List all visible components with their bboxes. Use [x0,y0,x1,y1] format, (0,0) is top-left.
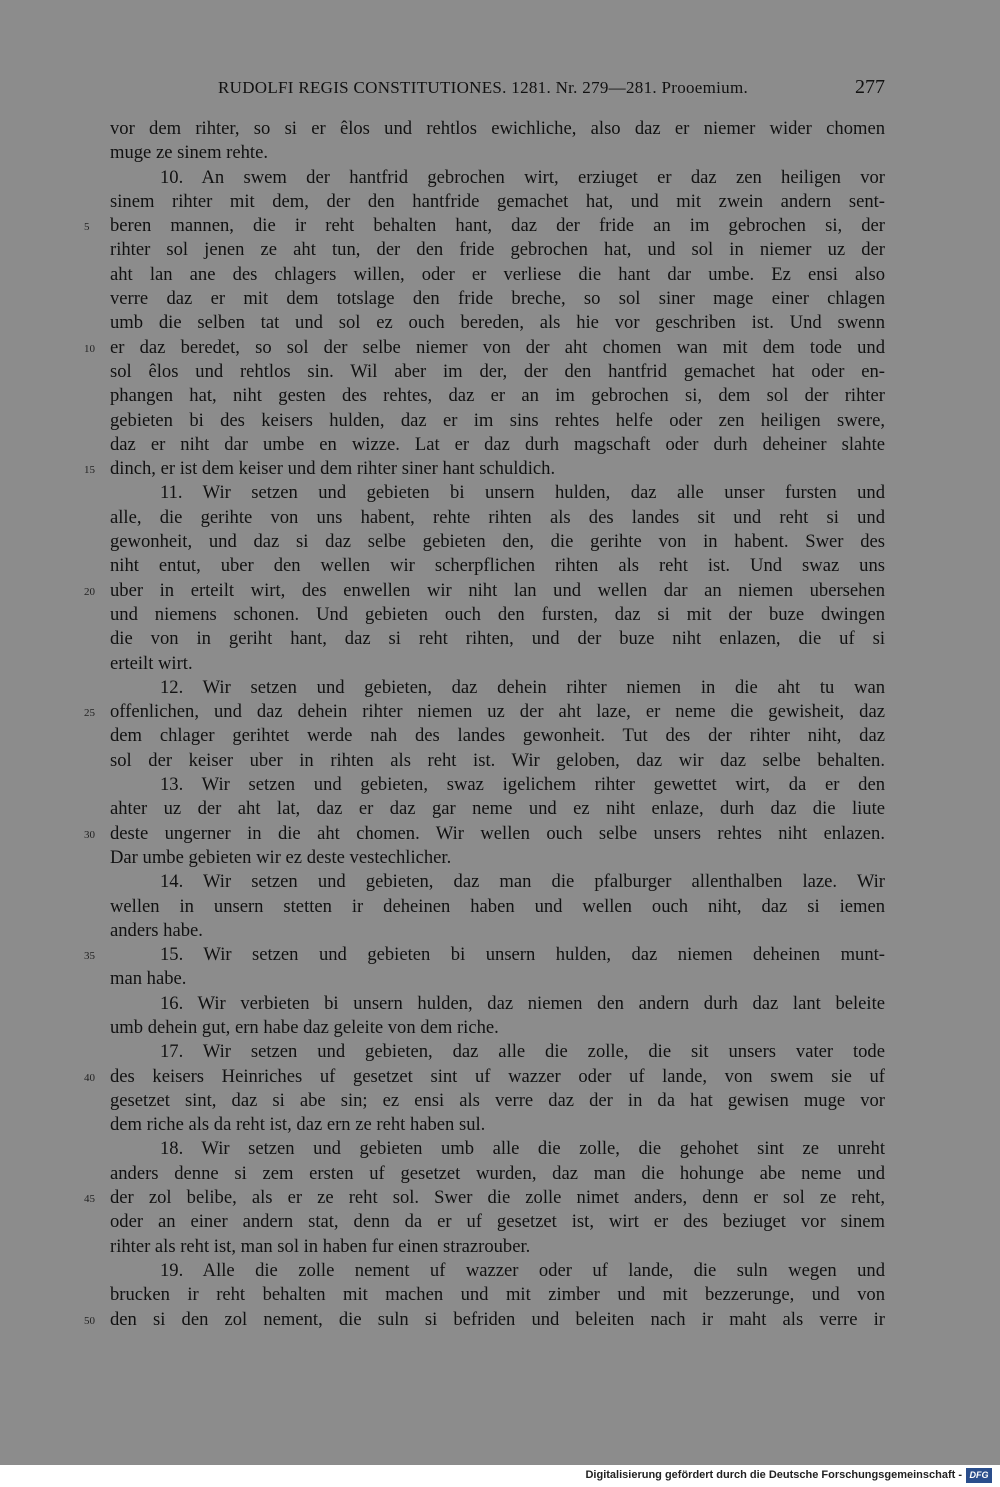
text-line [0,311,1000,335]
line-text: sinem rihter mit dem, der den hantfride gemachet hat, und mit zwein andern sent- [110,190,885,212]
line-text: uber in erteilt wirt, des enwellen wir niht lan und wellen dar an niemen ubersehen [110,579,885,601]
text-line [0,1040,1000,1064]
text-line [0,652,1000,676]
line-text: und niemens schonen. Und gebieten ouch den fursten, daz si mit der buze dwingen [110,603,885,625]
text-line [0,627,1000,651]
dfg-logo: DFG [966,1468,992,1483]
line-text: aht lan ane des chlagers willen, oder er verliese die hant dar umbe. Ez ensi also [110,263,885,285]
text-line [0,1113,1000,1137]
line-number: 45 [84,1193,95,1206]
text-line [0,1259,1000,1283]
line-text: dem riche als da reht ist, daz ern ze reht haben sul. [110,1114,486,1136]
text-line [0,481,1000,505]
line-text: 16. Wir verbieten bi unsern hulden, daz niemen den andern durh daz lant beleite [160,992,885,1014]
text-line [0,336,1000,360]
text-line [0,1283,1000,1307]
text-line [0,263,1000,287]
text-line [0,117,1000,141]
line-text: man habe. [110,968,187,990]
line-text: muge ze sinem rehte. [110,142,268,164]
line-text: brucken ir reht behalten mit machen und mit zimber und mit bezzerunge, und von [110,1284,885,1306]
line-text: alle, die gerihte von uns habent, rehte rihten als des landes sit und reht si und [110,506,885,528]
line-text: 14. Wir setzen und gebieten, daz man die pfalburger allenthalben laze. Wir [160,871,885,893]
line-text: 17. Wir setzen und gebieten, daz alle die zolle, die sit unsers vater tode [160,1041,885,1063]
funding-credit: Digitalisierung gefördert durch die Deutsche Forschungsgemeinschaft - [585,1469,962,1481]
text-line [0,943,1000,967]
line-text: deste ungerner in die aht chomen. Wir wellen ouch selbe unsers rehtes niht enlazen. [110,822,885,844]
line-text: anders habe. [110,919,203,941]
text-line [0,870,1000,894]
text-line [0,676,1000,700]
text-line [0,1210,1000,1234]
text-line [0,992,1000,1016]
line-text: rihter sol jenen ze aht tun, der den fride gebrochen hat, und sol in niemer uz der [110,239,885,261]
line-text: umb dehein gut, ern habe daz geleite von dem riche. [110,1016,499,1038]
line-text: beren mannen, die ir reht behalten hant, daz der fride an im gebrochen si, der [110,215,885,237]
line-text: 12. Wir setzen und gebieten, daz dehein rihter niemen in die aht tu wan [160,676,885,698]
text-line [0,773,1000,797]
line-text: dem chlager gerihtet werde nah des landes gewonheit. Tut des der rihter niht, daz [110,725,885,747]
line-text: dinch, er ist dem keiser und dem rihter siner hant schuldich. [110,458,556,480]
line-text: 19. Alle die zolle nement uf wazzer oder uf lande, die suln wegen und [160,1259,885,1281]
line-text: umb die selben tat und sol ez ouch bereden, als hie vor geschriben ist. Und swenn [110,312,885,334]
line-number: 5 [84,221,90,234]
text-line [0,700,1000,724]
text-line [0,1089,1000,1113]
line-number: 20 [84,585,95,598]
text-line [0,895,1000,919]
line-text: sol êlos und rehtlos sin. Wil aber im der, der den hantfrid gemachet hat oder en- [110,360,885,382]
text-line [0,724,1000,748]
text-line [0,1162,1000,1186]
text-line [0,457,1000,481]
text-line [0,214,1000,238]
document-body [0,117,1000,1332]
text-line [0,506,1000,530]
line-text: des keisers Heinriches uf gesetzet sint uf wazzer oder uf lande, von swem sie uf [110,1065,885,1087]
line-text: er daz beredet, so sol der selbe niemer von der aht chomen wan mit dem tode und [110,336,885,358]
text-line [0,1016,1000,1040]
line-text: offenlichen, und daz dehein rihter niemen uz der aht laze, er neme die gewisheit, daz [110,701,885,723]
line-text: vor dem rihter, so si er êlos und rehtlos ewichliche, also daz er niemer wider chomen [110,118,885,139]
text-line [0,384,1000,408]
line-text: den si den zol nement, die suln si befriden und beleiten nach ir maht als verre ir [110,1308,885,1330]
footer-strip [0,1465,1000,1487]
line-text: 18. Wir setzen und gebieten umb alle die zolle, die gehohet sint ze unreht [160,1138,885,1160]
text-line [0,579,1000,603]
text-line [0,1186,1000,1210]
line-text: Dar umbe gebieten wir ez deste vestechlicher. [110,846,452,868]
line-number: 10 [84,342,95,355]
text-line [0,530,1000,554]
line-text: phangen hat, niht gesten des rehtes, daz er an im gebrochen si, dem sol der rihter [110,385,885,407]
text-line [0,822,1000,846]
text-line [0,190,1000,214]
line-text: wellen in unsern stetten ir deheinen haben und wellen ouch niht, daz si iemen [110,895,885,917]
line-text: der zol belibe, als er ze reht sol. Swer die zolle nimet anders, denn er sol ze reht, [110,1187,885,1209]
text-line [0,1137,1000,1161]
line-text: niht entut, uber den wellen wir scherpflichen rihten als reht ist. Und swaz uns [110,555,885,577]
line-text: 13. Wir setzen und gebieten, swaz igelichem rihter gewettet wirt, da er den [160,774,885,796]
line-text: gesetzet sint, daz si abe sin; ez ensi als verre daz der in da hat gewisen muge vor [110,1089,885,1111]
line-text: erteilt wirt. [110,652,193,674]
line-text: oder an einer andern stat, denn da er uf gesetzet ist, wirt er des beziuget vor sinem [110,1211,885,1233]
line-number: 15 [84,464,95,477]
text-line [0,1308,1000,1332]
text-line [0,1235,1000,1259]
text-line [0,238,1000,262]
running-header [110,76,885,102]
line-text: gewonheit, und daz si daz selbe gebieten den, die gerihte von in habent. Swer des [110,531,885,553]
text-line [0,797,1000,821]
page-number: 277 [855,76,885,98]
text-line [0,360,1000,384]
text-line [0,846,1000,870]
line-text: die von in geriht hant, daz si reht rihten, und der buze niht enlazen, die uf si [110,628,885,650]
line-text: anders denne si zem ersten uf gesetzet wurden, daz man die hohunge abe neme und [110,1162,885,1184]
text-line [0,166,1000,190]
line-text: ahter uz der aht lat, daz er daz gar neme und ez niht enlaze, durh daz die liute [110,798,885,820]
text-line [0,141,1000,165]
line-number: 40 [84,1071,95,1084]
text-line [0,287,1000,311]
line-text: 11. Wir setzen und gebieten bi unsern hulden, daz alle unser fursten und [160,482,885,504]
header-title: RUDOLFI REGIS CONSTITUTIONES. 1281. Nr. 279—281. Prooemium. [218,78,749,97]
line-number: 35 [84,950,95,963]
text-line [0,919,1000,943]
line-text: daz er niht dar umbe en wizze. Lat er daz durh magschaft oder durh deheiner slahte [110,433,885,455]
line-text: rihter als reht ist, man sol in haben fur einen strazrouber. [110,1235,531,1257]
text-line [0,433,1000,457]
text-line [0,409,1000,433]
line-number: 30 [84,828,95,841]
text-line [0,554,1000,578]
line-text: 15. Wir setzen und gebieten bi unsern hulden, daz niemen deheinen munt- [160,944,885,966]
text-line [0,603,1000,627]
line-text: 10. An swem der hantfrid gebrochen wirt, erziuget er daz zen heiligen vor [160,166,885,188]
line-number: 50 [84,1314,95,1327]
text-line [0,967,1000,991]
line-text: gebieten bi des keisers hulden, daz er im sins rehtes helfe oder zen heiligen swere, [110,409,885,431]
text-line [0,1065,1000,1089]
text-line [0,749,1000,773]
line-text: sol der keiser uber in rihten als reht ist. Wir geloben, daz wir daz selbe behalten. [110,749,885,771]
line-text: verre daz er mit dem totslage den fride breche, so sol siner mage einer chlagen [110,288,885,310]
line-number: 25 [84,707,95,720]
